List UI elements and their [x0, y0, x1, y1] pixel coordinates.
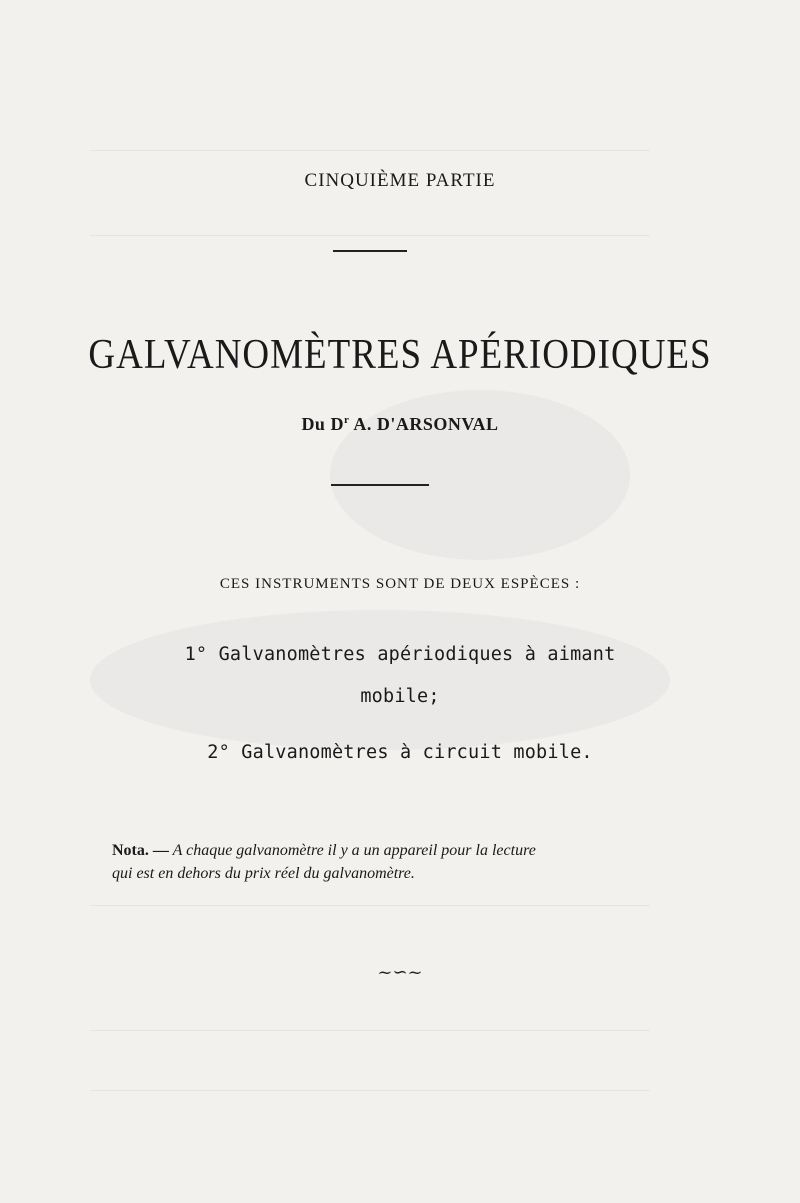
bleed-through-line — [90, 905, 650, 906]
bleed-through-line — [90, 1030, 650, 1031]
bleed-through-line — [90, 235, 650, 236]
intro-text: CES INSTRUMENTS SONT DE DEUX ESPÈCES : — [219, 576, 581, 592]
bleed-through-line — [90, 1090, 650, 1091]
author-name: A. D'ARSONVAL — [353, 414, 499, 434]
nota-text-1: A chaque galvanomètre il y a un appareil pour la lecture — [172, 842, 536, 859]
part-title: CINQUIÈME PARTIE — [304, 170, 496, 191]
ornament-divider: ~∽~ — [377, 962, 423, 983]
list-item-2: 2° Galvanomètres à circuit mobile. — [207, 742, 593, 763]
divider-rule — [331, 484, 429, 486]
list-item-1: 1° Galvanomètres apériodiques à aimant — [184, 644, 616, 665]
bleed-through-line — [90, 150, 650, 151]
nota-label: Nota. — — [112, 842, 169, 859]
author-line — [0, 414, 800, 435]
author-prefix-sup: r — [343, 414, 350, 426]
nota-line-2: qui est en dehors du prix réel du galvanomètre. — [112, 865, 415, 882]
main-title: GALVANOMÈTRES APÉRIODIQUES — [88, 331, 712, 379]
divider-rule — [333, 250, 407, 252]
list-item-1-continued: mobile; — [360, 686, 440, 707]
bleed-through-shadow — [90, 610, 670, 750]
author-prefix: Du D — [301, 414, 344, 434]
